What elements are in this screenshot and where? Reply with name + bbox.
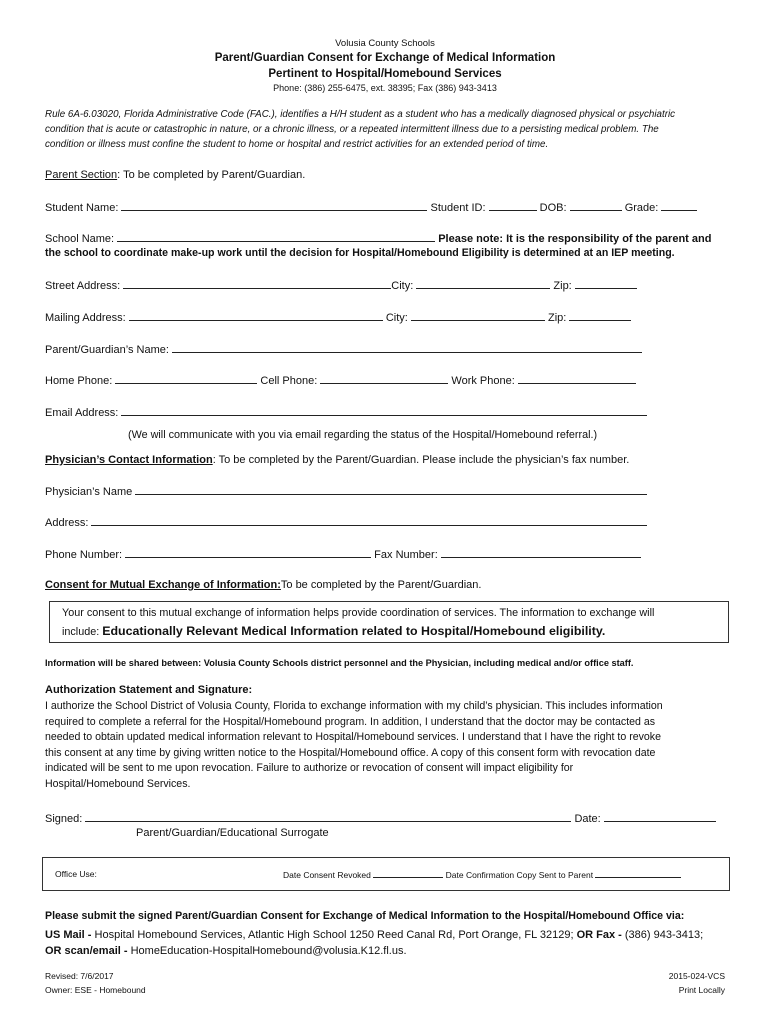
mailing-zip-label: Zip:: [547, 312, 567, 324]
signature-field[interactable]: [85, 811, 571, 822]
street-city-field[interactable]: [416, 278, 550, 289]
physician-name-label: Physician’s Name: [45, 486, 133, 498]
copy-sent-date-field[interactable]: [595, 869, 681, 878]
street-city-label: City:: [391, 280, 414, 292]
scan-email-link[interactable]: HomeEducation-HospitalHomebound@volusia.K12.fl.us.: [130, 945, 407, 957]
date-label: Date:: [574, 813, 601, 825]
consent-box-line2: [62, 624, 605, 638]
mailing-city-field[interactable]: [411, 310, 545, 321]
physician-address-field[interactable]: [91, 515, 647, 526]
authorization-line-2: required to complete a referral for the Hospital/Homebound program. In addition, I understand that the doctor may be contacted as: [45, 715, 656, 728]
street-zip-label: Zip:: [553, 280, 572, 292]
info-shared-statement: Information will be shared between: Volusia County Schools district personnel and the Physician, including medical and/or office staff.: [45, 658, 634, 668]
consent-box-emphasis: Educationally Relevant Medical Information related to Hospital/Homebound eligibility.: [102, 624, 606, 638]
parent-section-header: [45, 168, 305, 182]
physician-phone-field[interactable]: [125, 547, 371, 558]
copy-sent-label: Date Confirmation Copy Sent to Parent: [445, 870, 594, 880]
authorization-line-1: I authorize the School District of Volusia County, Florida to exchange information with my child’s physician. This includes information: [45, 700, 663, 712]
mailing-address-label: Mailing Address:: [45, 312, 126, 324]
email-note: (We will communicate with you via email regarding the status of the Hospital/Homebound referral.): [128, 429, 598, 441]
cell-phone-label: Cell Phone:: [260, 375, 318, 387]
email-label: Email Address:: [45, 407, 119, 419]
mail-text: Hospital Homebound Services, Atlantic High School 1250 Reed Canal Rd, Port Orange, FL 32129;: [94, 929, 577, 941]
physician-address-label: Address:: [45, 517, 89, 529]
physician-header: [45, 453, 629, 467]
physician-phone-label: Phone Number:: [45, 549, 123, 561]
please-note-text-2: the school to coordinate make-up work until the decision for Hospital/Homebound Eligibility is determined at an IEP meeting.: [45, 247, 675, 259]
physician-subtext: : To be completed by the Parent/Guardian. Please include the physician’s fax number.: [212, 454, 630, 466]
authorization-line-4: this consent at any time by giving written notice to the Hospital/Homebound office. A copy of this consent form with revocation date: [45, 746, 656, 759]
mailing-city-label: City:: [385, 312, 408, 324]
signature-date-field[interactable]: [604, 811, 716, 822]
office-use-box: [42, 857, 730, 891]
form-title-line1: Parent/Guardian Consent for Exchange of Medical Information: [214, 52, 556, 64]
form-code: 2015-024-VCS: [668, 971, 725, 981]
home-phone-field[interactable]: [115, 373, 257, 384]
revoked-label: Date Consent Revoked: [283, 870, 371, 880]
parent-section-heading: Parent Section: [45, 169, 118, 181]
submit-scan-line: [45, 945, 407, 957]
revoked-date-field[interactable]: [373, 869, 443, 878]
consent-heading: Consent for Mutual Exchange of Information:: [45, 579, 281, 591]
please-note-text: Please note: It is the responsibility of the parent and: [438, 233, 712, 245]
rule-line-3: condition or illness must confine the student to home or hospital and restrict activities for an extended period of time.: [45, 139, 549, 150]
school-row: [45, 231, 711, 246]
phones-row: [45, 373, 636, 388]
consent-box-line1: Your consent to this mutual exchange of information helps provide coordination of services. The information to exchange will: [62, 607, 655, 619]
authorization-line-3: needed to obtain updated medical information relevant to Hospital/Homebound services. I understand that I have the right to revoke: [45, 731, 661, 744]
dob-label: DOB:: [539, 202, 567, 214]
school-name-field[interactable]: [117, 231, 435, 242]
street-address-label: Street Address:: [45, 280, 121, 292]
physician-phone-row: [45, 547, 641, 562]
physician-name-row: [45, 484, 647, 499]
school-name-label: School Name:: [45, 233, 115, 245]
physician-name-field[interactable]: [135, 484, 647, 495]
fax-text: (386) 943-3413;: [624, 929, 704, 941]
dob-field[interactable]: [570, 200, 622, 211]
student-row: [45, 200, 697, 215]
consent-info-box: [49, 601, 729, 643]
signer-role: Parent/Guardian/Educational Surrogate: [136, 827, 329, 839]
print-note: Print Locally: [678, 985, 725, 995]
consent-header: [45, 578, 481, 592]
guardian-name-label: Parent/Guardian’s Name:: [45, 344, 169, 356]
form-title-line2: Pertinent to Hospital/Homebound Services: [268, 68, 502, 80]
authorization-heading: Authorization Statement and Signature:: [45, 684, 253, 696]
rule-line-1: Rule 6A-6.03020, Florida Administrative Code (FAC.), identifies a H/H student as a student who has a medically diagnosed physical or psychiatric: [45, 109, 676, 120]
email-field[interactable]: [121, 405, 647, 416]
authorization-line-5: indicated will be sent to me upon revocation. Failure to authorize or revocation of consent will impact eligibility for: [45, 762, 574, 775]
form-owner: Owner: ESE - Homebound: [45, 985, 146, 995]
scan-label: OR scan/email -: [45, 945, 131, 957]
physician-fax-label: Fax Number:: [374, 549, 438, 561]
grade-field[interactable]: [661, 200, 697, 211]
consent-box-prefix: include:: [62, 626, 103, 638]
mailing-address-row: [45, 310, 631, 325]
home-phone-label: Home Phone:: [45, 375, 113, 387]
email-row: [45, 405, 647, 420]
rule-line-2: condition that is acute or catastrophic in nature, or a chronic illness, or a repeated intermittent illness due to a persisting medical problem. The: [45, 124, 659, 135]
student-id-label: Student ID:: [430, 202, 486, 214]
student-name-label: Student Name:: [45, 202, 119, 214]
street-zip-field[interactable]: [575, 278, 637, 289]
office-use-label: Office Use:: [55, 869, 97, 879]
revoked-row: [283, 869, 681, 880]
cell-phone-field[interactable]: [320, 373, 448, 384]
fax-label: OR Fax -: [576, 929, 625, 941]
submit-mail-line: [45, 929, 703, 941]
consent-subtext: To be completed by the Parent/Guardian.: [280, 579, 482, 591]
physician-address-row: [45, 515, 647, 530]
authorization-text: [45, 699, 727, 793]
mailing-zip-field[interactable]: [569, 310, 631, 321]
revised-date: Revised: 7/6/2017: [45, 971, 114, 981]
org-name: Volusia County Schools: [335, 38, 435, 49]
parent-section-subtext: : To be completed by Parent/Guardian.: [117, 169, 306, 181]
guardian-name-field[interactable]: [172, 342, 642, 353]
work-phone-label: Work Phone:: [451, 375, 515, 387]
signature-row: [45, 811, 716, 826]
contact-info: Phone: (386) 255-6475, ext. 38395; Fax (386) 943-3413: [273, 83, 497, 93]
grade-label: Grade:: [624, 202, 659, 214]
street-address-field[interactable]: [123, 278, 391, 289]
work-phone-field[interactable]: [518, 373, 636, 384]
guardian-name-row: [45, 342, 642, 357]
physician-fax-field[interactable]: [441, 547, 641, 558]
student-name-field[interactable]: [121, 200, 427, 211]
signed-label: Signed:: [45, 813, 83, 825]
student-id-field[interactable]: [489, 200, 537, 211]
street-address-row: [45, 278, 637, 293]
mail-label: US Mail -: [45, 929, 95, 941]
authorization-line-6: Hospital/Homebound Services.: [45, 777, 191, 790]
submit-heading: Please submit the signed Parent/Guardian Consent for Exchange of Medical Information to the Hospital/Homebound Office via:: [45, 910, 685, 922]
mailing-address-field[interactable]: [129, 310, 383, 321]
physician-heading: Physician’s Contact Information: [45, 454, 213, 466]
